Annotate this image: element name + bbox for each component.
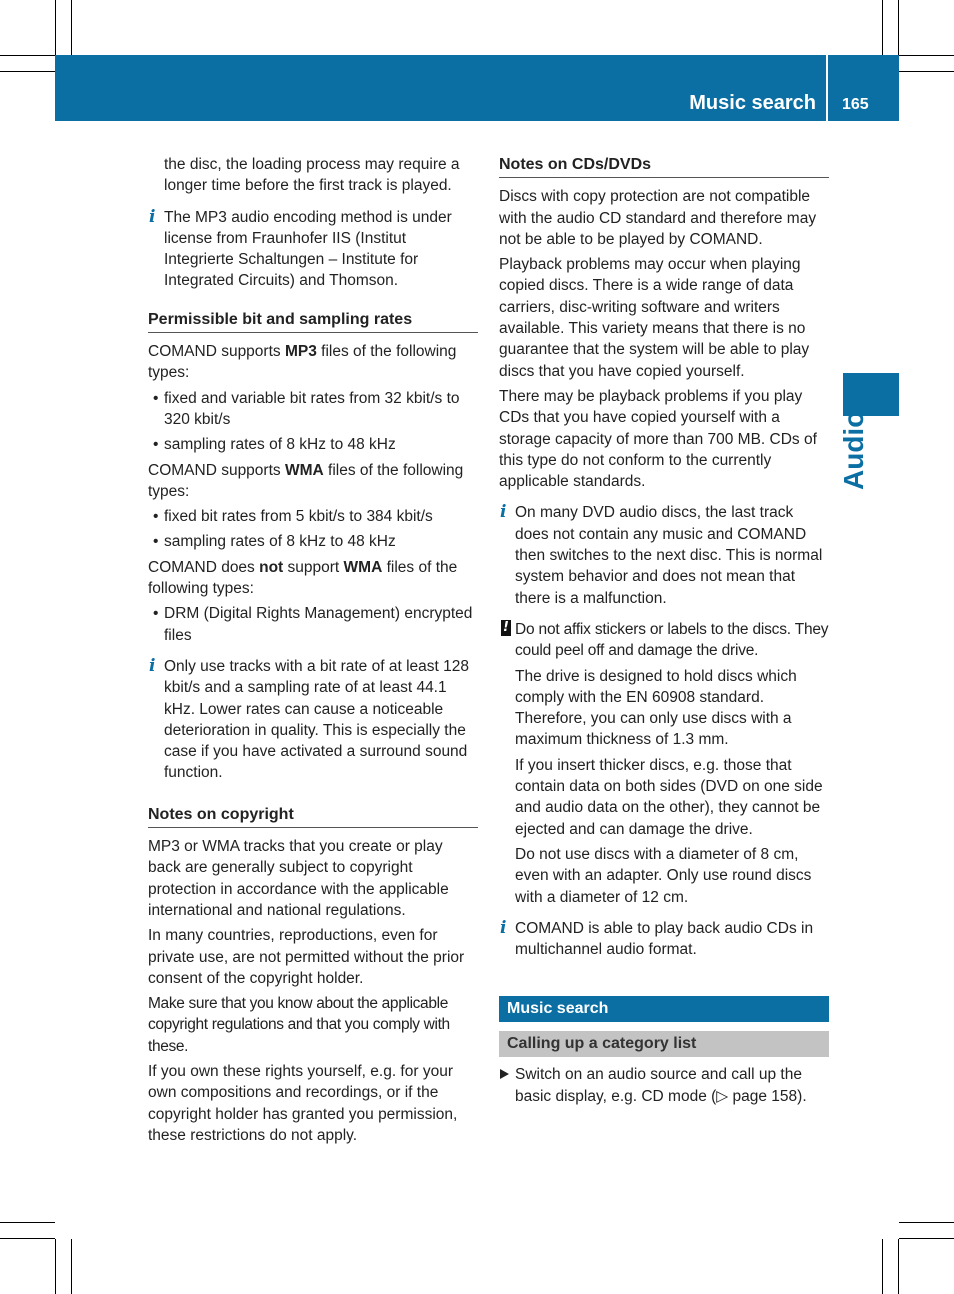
paragraph: Discs with copy protection are not compatible with the audio CD standard and therefore may not be able to be played by COMAND. [499,188,817,248]
info-text: On many DVD audio discs, the last track does not contain any music and COMAND then switches to the next disc. This is normal system behavior and does not mean that there is a malfunction. [515,504,823,607]
step-arrow-icon [500,1069,509,1079]
crop-mark [0,55,55,56]
subsection-heading: Calling up a category list [499,1031,829,1057]
paragraph: MP3 or WMA tracks that you create or play back are generally subject to copyright protection in accordance with the applicable international and national regulations. [148,838,449,919]
right-column [499,154,829,1107]
info-icon: i [149,206,156,227]
info-icon: i [500,917,507,938]
exclamation-icon: ! [501,620,511,636]
info-icon: i [500,502,507,523]
crop-mark [0,1222,55,1223]
paragraph: In many countries, reproductions, even for private use, are not permitted without the prior consent of the copyright holder. [148,927,465,987]
crop-mark [0,1238,55,1239]
crop-mark [899,1222,954,1223]
crop-mark [899,55,954,56]
crop-mark [882,1239,883,1294]
paragraph: Do not use discs with a diameter of 8 cm, even with an adapter. Only use round discs with a diameter of 12 cm. [515,845,812,906]
info-text: Only use tracks with a bit rate of at least 128 kbit/s and a sampling rate of at least 44.1 kHz. Lower rates can cause a noticeable deterioration in quality. This is especially the case if you have activated a surround sound function. [164,657,469,782]
heading-copyright: Notes on copyright [148,804,478,828]
continued-text: the disc, the loading process may require a longer time before the first track is played. [164,156,460,195]
crop-mark [0,71,55,72]
list-item: • fixed bit rates from 5 kbit/s to 384 kbit/s [153,508,433,526]
wma-intro: COMAND supports WMA files of the following types: [148,461,464,500]
crop-mark [898,1239,899,1294]
crop-mark [899,71,954,72]
paragraph: There may be playback problems if you play CDs that you have copied yourself with a storage capacity of more than 700 MB. CDs of this type do not conform to the currently applicable standards. [499,387,817,491]
paragraph: If you insert thicker discs, e.g. those that contain data on both sides (DVD on one side and audio data on the other), they cannot be ejected and can damage the drive. [515,756,823,838]
warning-text: Do not affix stickers or labels to the discs. They could peel off and damage the drive. [515,620,829,660]
info-note [148,656,478,784]
chapter-tab [843,373,899,416]
left-column [148,154,478,1150]
info-text: COMAND is able to play back audio CDs in multichannel audio format. [515,919,814,959]
page-header [55,55,899,121]
wma-not-intro: COMAND does not support WMA files of the following types: [148,558,458,598]
paragraph: Playback problems may occur when playing copied discs. There is a wide range of data carriers, disc-writing software and writers available. This variety means that there is no guarantee that the system will be able to play discs that you have copied yourself. [499,256,810,380]
page-number: 165 [842,96,869,113]
info-note [499,918,829,961]
list-item: • fixed and variable bit rates from 32 kbit/s to 320 kbit/s [153,389,460,428]
crop-mark [55,0,56,55]
info-note [148,207,478,292]
crop-mark [71,1239,72,1294]
chapter-label: Audio [838,410,869,490]
paragraph: Make sure that you know about the applicable copyright regulations and that you comply with these. [148,995,450,1055]
crop-mark [71,0,72,55]
info-text: The MP3 audio encoding method is under license from Fraunhofer IIS (Institut Integrierte Schaltungen – Institute for Integrated Circuits) and Thomson. [164,208,452,290]
paragraph: If you own these rights yourself, e.g. for your own compositions and recordings, or if the copyright holder has granted you permission, these restrictions do not apply. [148,1062,458,1144]
mp3-intro: COMAND supports MP3 files of the following types: [148,343,457,382]
list-item: • sampling rates of 8 kHz to 48 kHz [153,436,396,454]
header-divider [826,55,828,121]
instruction-step [499,1064,829,1107]
warning-note [499,619,829,908]
crop-mark [899,1238,954,1239]
paragraph: The drive is designed to hold discs which comply with the EN 60908 standard. Therefore, you can only use discs with a maximum thickness of 1.3 mm. [515,667,797,749]
heading-cds-dvds: Notes on CDs/DVDs [499,154,829,178]
crop-mark [898,0,899,55]
info-note [499,502,829,608]
step-text: Switch on an audio source and call up the basic display, e.g. CD mode (▷ page 158). [515,1066,807,1105]
crop-mark [882,0,883,55]
heading-bit-rates: Permissible bit and sampling rates [148,309,478,333]
section-heading: Music search [499,996,829,1022]
header-title: Music search [689,92,816,114]
list-item: • sampling rates of 8 kHz to 48 kHz [153,533,396,551]
info-icon: i [149,655,156,676]
list-item: • DRM (Digital Rights Management) encrypted files [153,605,473,644]
crop-mark [55,1239,56,1294]
